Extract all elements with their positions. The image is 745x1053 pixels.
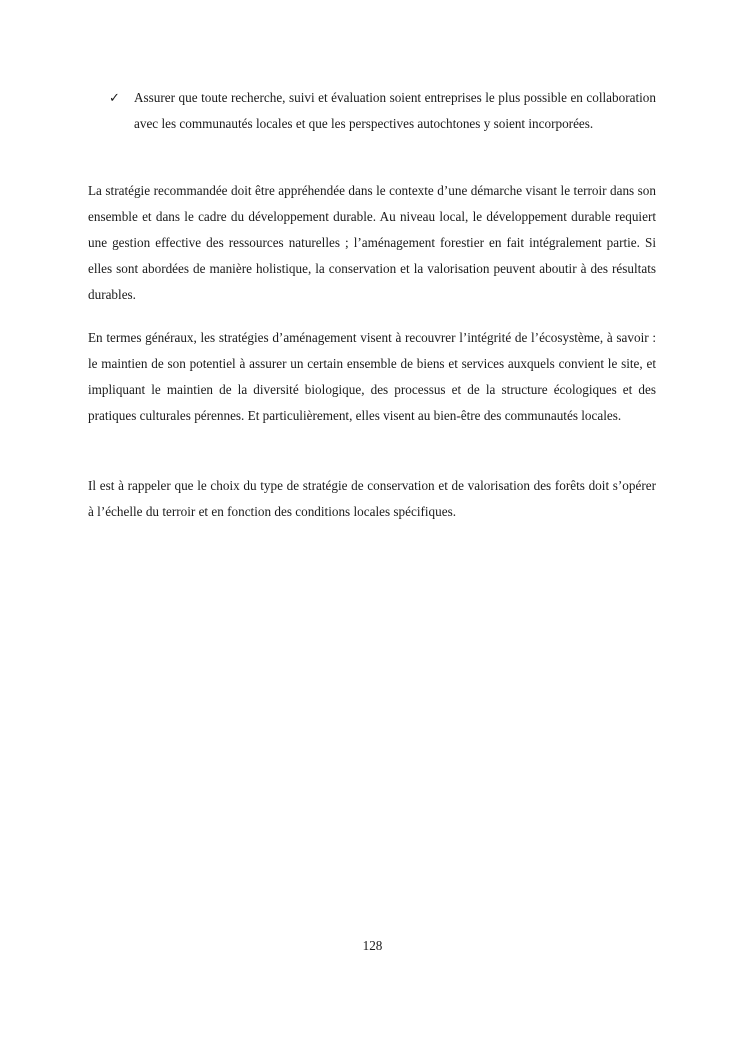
- bullet-text: Assurer que toute recherche, suivi et évaluation soient entreprises le plus possible en collaboration avec les communautés locales et que les perspectives autochtones y soient incorporées.: [134, 90, 656, 131]
- paragraph-reminder: Il est à rappeler que le choix du type de stratégie de conservation et de valorisation des forêts doit s’opérer à l’échelle du terroir et en fonction des conditions locales spécifiques.: [88, 478, 656, 519]
- page-number: 128: [362, 938, 383, 953]
- bullet-list-item: [109, 85, 656, 137]
- check-mark-icon: ✓: [109, 90, 120, 105]
- paragraph-general-terms: En termes généraux, les stratégies d’aménagement visent à recouvrer l’intégrité de l’écosystème, à savoir : le maintien de son potentiel à assurer un certain ensemble de biens et services auxquels convient le site, et impliquant le maintien de la diversité biologique, des processus et de la structure écologiques et des pratiques culturales pérennes. Et particulièrement, elles visent au bien-être des communautés locales.: [88, 330, 656, 423]
- paragraph-strategy: La stratégie recommandée doit être appréhendée dans le contexte d’une démarche visant le terroir dans son ensemble et dans le cadre du développement durable. Au niveau local, le développement durable requiert une gestion effective des ressources naturelles ; l’aménagement forestier en fait intégralement partie. Si elles sont abordées de manière holistique, la conservation et la valorisation peuvent aboutir à des résultats durables.: [88, 183, 656, 302]
